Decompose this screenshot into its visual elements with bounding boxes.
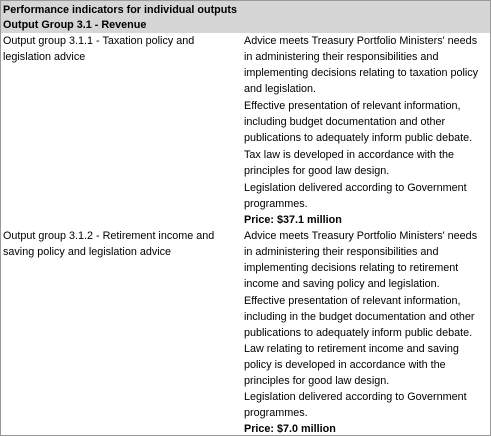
output-group-title: Output Group 3.1 - Revenue (3, 19, 147, 31)
indicator-block (244, 389, 488, 437)
table-header (1, 1, 490, 33)
indicator-text: Effective presentation of relevant information, including in the budget documentation and other publications to adequately inform public debate. (244, 295, 475, 339)
output-group-label: Output group 3.1.1 - Taxation policy and legislation advice (3, 35, 195, 63)
output-group-label: Output group 3.1.2 - Retirement income and saving policy and legislation advice (3, 230, 215, 258)
table-title: Performance indicators for individual outputs (3, 4, 237, 16)
price-label: Price: $7.0 million (244, 423, 336, 435)
indicator-text: Advice meets Treasury Portfolio Ministers' needs in administering their responsibilities and implementing decisions relating to retirement income and saving policy and legislation. (244, 230, 478, 290)
price-label: Price: $37.1 million (244, 214, 342, 226)
indicator-text: Tax law is developed in accordance with the principles for good law design. (244, 149, 455, 177)
indicator-text: Advice meets Treasury Portfolio Ministers' needs in administering their responsibilities and implementing decisions relating to taxation policy and legislation. (244, 35, 479, 95)
indicator-text: Law relating to retirement income and saving policy is developed in accordance with the principles for good law design. (244, 343, 459, 387)
indicator-block (244, 180, 488, 228)
indicator-text: Legislation delivered according to Government programmes. (244, 391, 467, 419)
indicator-text: Legislation delivered according to Government programmes. (244, 182, 467, 210)
indicator-text: Effective presentation of relevant information, including budget documentation and other publications to adequately inform public debate. (244, 100, 473, 144)
